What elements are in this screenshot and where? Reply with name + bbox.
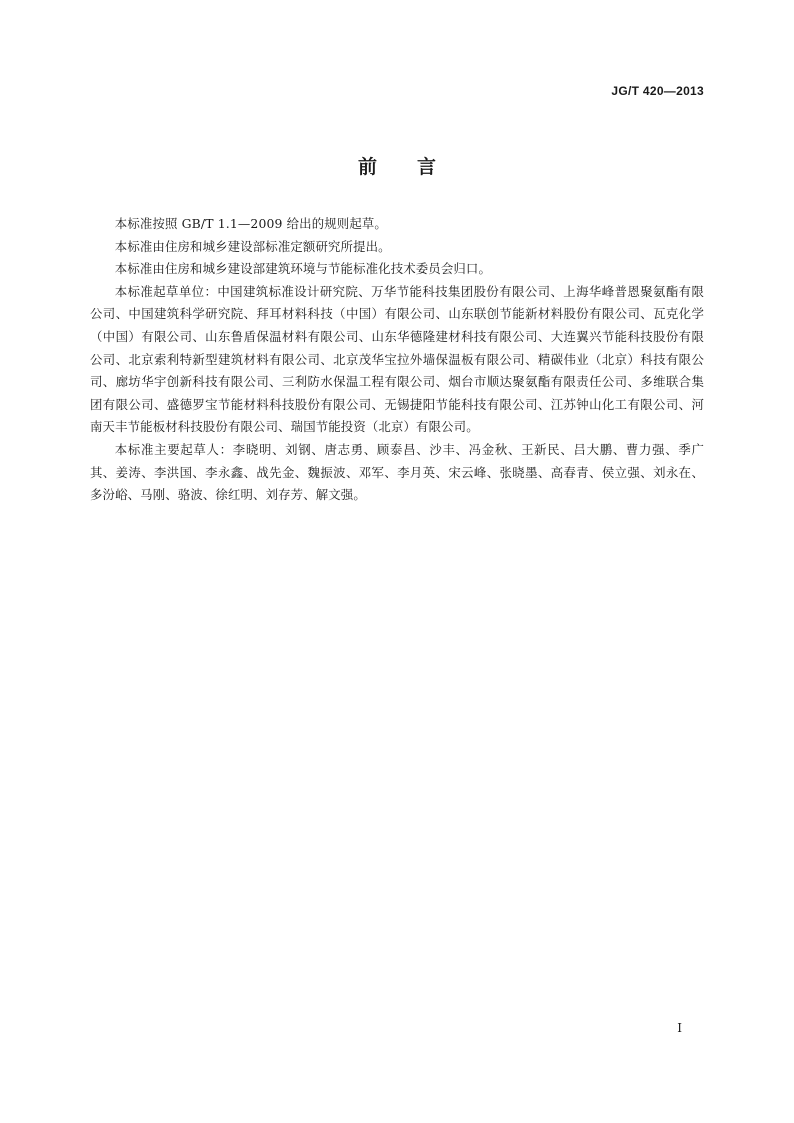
paragraph-drafting-units: 本标准起草单位：中国建筑标准设计研究院、万华节能科技集团股份有限公司、上海华峰普恩聚氨酯有限公司、中国建筑科学研究院、拜耳材料科技（中国）有限公司、山东联创节能新材料股份有限公司、瓦克化学（中国）有限公司、山东鲁盾保温材料有限公司、山东华德隆建材科技有限公司、大连翼兴节能科技股份有限公司、北京索利特新型建筑材料有限公司、北京茂华宝拉外墙保温板有限公司、精碳伟业（北京）科技有限公司、廊坊华宇创新科技有限公司、三利防水保温工程有限公司、烟台市顺达聚氨酯有限责任公司、多维联合集团有限公司、盛德罗宝节能材料科技股份有限公司、无锡捷阳节能科技有限公司、江苏钟山化工有限公司、河南天丰节能板材科技股份有限公司、瑞国节能投资（北京）有限公司。	[90, 283, 704, 435]
paragraph-main-drafters: 本标准主要起草人：李晓明、刘钢、唐志勇、顾泰昌、沙丰、冯金秋、王新民、吕大鹏、曹力强、季广其、姜涛、李洪国、李永鑫、战先金、魏振波、邓军、李月英、宋云峰、张晓墨、高春青、侯立强、刘永在、多汾峪、马刚、骆波、徐红明、刘存芳、解文强。	[90, 441, 704, 503]
standard-number: JG/T 420—2013	[611, 84, 704, 98]
page-number: I	[677, 1021, 682, 1035]
page-title: 前言	[357, 156, 476, 178]
paragraph-proposer: 本标准由住房和城乡建设部标准定额研究所提出。	[114, 238, 391, 254]
paragraph-drafting-rules: 本标准按照 GB/T 1.1—2009 给出的规则起草。	[114, 216, 387, 231]
paragraph-centralized-unit: 本标准由住房和城乡建设部建筑环境与节能标准化技术委员会归口。	[114, 261, 492, 277]
foreword-body	[90, 213, 704, 507]
